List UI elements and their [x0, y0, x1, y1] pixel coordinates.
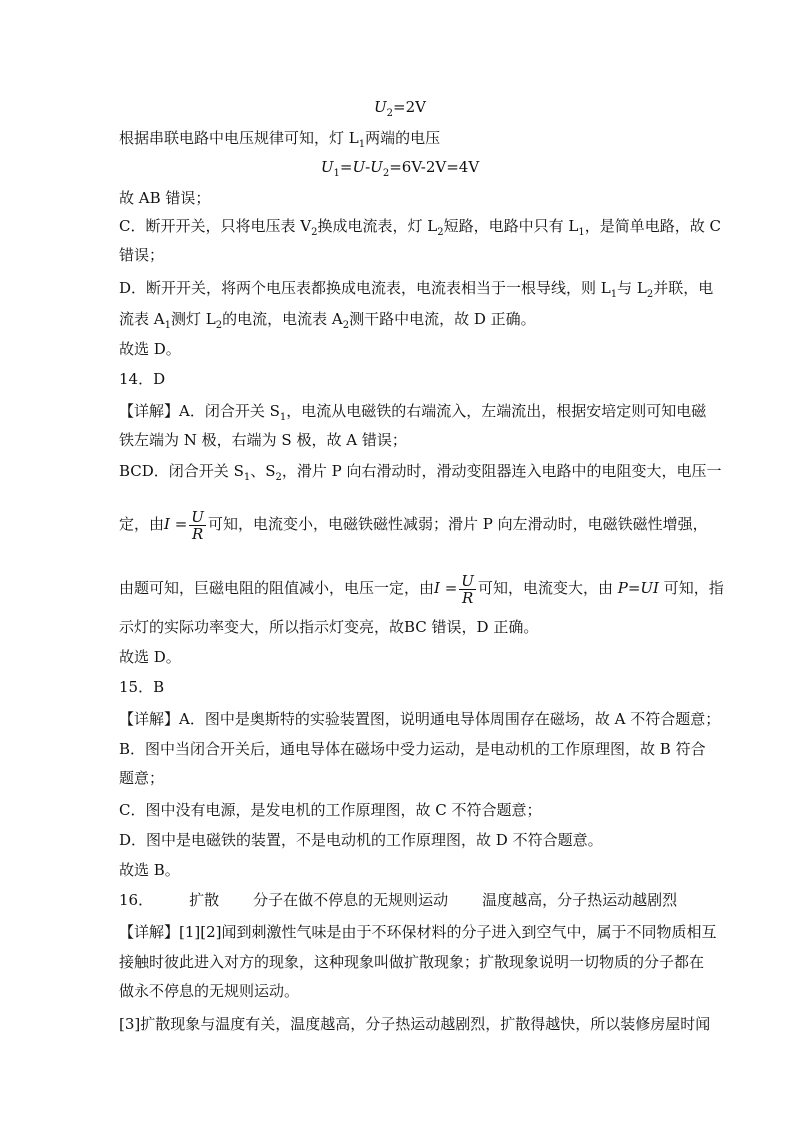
- text: 【详解】A．闭合开关 S: [119, 402, 280, 420]
- text: 并联，电: [653, 279, 714, 297]
- formula-u1: [0, 157, 800, 184]
- text: =2V: [393, 98, 426, 116]
- text: 短路，电路中只有 L: [443, 217, 579, 235]
- denominator: R: [461, 588, 474, 607]
- denominator: R: [191, 524, 204, 543]
- text: 流表 A: [119, 310, 165, 328]
- numerator: U: [191, 507, 204, 526]
- subscript: 2: [275, 472, 282, 483]
- var-u: U: [320, 158, 334, 176]
- question-number: 14．D: [119, 370, 166, 388]
- text-line: 铁左端为 N 极，右端为 S 极，故 A 错误；: [119, 431, 407, 449]
- var-u: U: [352, 158, 366, 176]
- text-line: 题意；: [119, 769, 165, 787]
- answer-2: 分子在做不停息的无规则运动: [253, 891, 449, 909]
- text-line: 故选 D。: [119, 648, 181, 666]
- subscript: 1: [164, 320, 171, 331]
- text: 、S: [250, 462, 276, 480]
- text: -: [365, 158, 371, 176]
- subscript: 2: [311, 227, 318, 238]
- formula-u2: [0, 97, 800, 124]
- subscript: 1: [578, 227, 585, 238]
- text-line: B．图中当闭合开关后，通电导体在磁场中受力运动，是电动机的工作原理图，故 B 符合: [119, 740, 706, 758]
- answer-1: 扩散: [189, 891, 220, 909]
- text: ，电流从电磁铁的右端流入，左端流出，根据安培定则可知电磁: [286, 402, 707, 420]
- text: 可知，电流变小，电磁铁磁性减弱；滑片 P 向左滑动时，电磁铁磁性增强，: [207, 515, 708, 533]
- text-line: 【详解】[1][2]闻到刺激性气味是由于不环保材料的分子进入到空气中，属于不同物质相互: [119, 923, 717, 941]
- text: 的电流，电流表 A: [222, 310, 343, 328]
- subscript: 2: [437, 227, 444, 238]
- text: BCD．闭合开关 S: [119, 462, 244, 480]
- answer-line: [119, 890, 677, 910]
- text-line: [119, 128, 440, 155]
- text-line: [119, 216, 721, 243]
- var-u: U: [370, 158, 383, 176]
- text: =6V-2V=4V: [389, 158, 480, 176]
- text-line-with-fraction: [119, 504, 708, 544]
- text: 换成电流表，灯 L: [317, 217, 438, 235]
- text-line: [3]扩散现象与温度有关，温度越高，分子热运动越剧烈，扩散得越快，所以装修房屋时闻: [119, 1015, 711, 1033]
- subscript: 2: [646, 289, 654, 300]
- text-line: [119, 309, 536, 336]
- text: C．断开开关，只将电压表 V: [119, 217, 312, 235]
- question-number: 16．: [119, 891, 154, 909]
- var-u: U: [374, 98, 387, 116]
- numerator: U: [461, 571, 474, 590]
- text: 可知，指: [658, 579, 724, 597]
- text-line: 故选 D。: [119, 340, 181, 358]
- text: ，滑片 P 向右滑动时，滑动变阻器连入电路中的电阻变大，电压一: [281, 462, 722, 480]
- text-line: 【详解】A．图中是奥斯特的实验装置图，说明通电导体周围存在磁场，故 A 不符合题意；: [119, 710, 721, 728]
- text-line: 故 AB 错误；: [119, 189, 211, 207]
- fraction-u-over-r: [189, 509, 206, 542]
- text: =: [627, 579, 641, 597]
- var-ui: UI: [640, 579, 659, 597]
- text-line: 示灯的实际功率变大，所以指示灯变亮，故BC 错误，D 正确。: [119, 618, 539, 636]
- text-line: [119, 461, 722, 488]
- text-line: 做永不停息的无规则运动。: [119, 982, 300, 1000]
- subscript: 2: [342, 320, 350, 331]
- subscript: 2: [382, 168, 390, 179]
- subscript: 2: [386, 108, 394, 119]
- text-line: 错误；: [119, 246, 165, 264]
- text: 根据串联电路中电压规律可知，灯 L: [119, 129, 359, 147]
- text: =: [439, 579, 458, 597]
- text-line: [119, 401, 706, 428]
- text: 与 L: [617, 279, 647, 297]
- text: 定，由: [119, 515, 165, 533]
- text-line: [119, 278, 713, 305]
- subscript: 1: [610, 289, 618, 300]
- text: =: [339, 158, 353, 176]
- text: 测灯 L: [170, 310, 216, 328]
- text: 由题可知，巨磁电阻的阻值减小，电压一定，由: [119, 579, 435, 597]
- text: D．断开开关，将两个电压表都换成电流表，电流表相当于一根导线，则 L: [119, 279, 611, 297]
- text: =: [169, 515, 188, 533]
- fraction-u-over-r: [459, 573, 476, 606]
- text: 两端的电压: [365, 129, 441, 147]
- text: 测干路中电流，故 D 正确。: [349, 310, 536, 328]
- subscript: 1: [358, 139, 366, 150]
- subscript: 2: [215, 320, 223, 331]
- var-i: I: [434, 579, 440, 597]
- question-number: 15．B: [119, 678, 165, 696]
- subscript: 1: [279, 412, 287, 423]
- text-line: C．图中没有电源，是发电机的工作原理图，故 C 不符合题意；: [119, 801, 542, 819]
- text-line: D．图中是电磁铁的装置，不是电动机的工作原理图，故 D 不符合题意。: [119, 831, 603, 849]
- subscript: 1: [333, 168, 340, 179]
- text-line: 接触时彼此进入对方的现象，这种现象叫做扩散现象；扩散现象说明一切物质的分子都在: [119, 953, 705, 971]
- var-p: P: [617, 579, 628, 597]
- var-i: I: [164, 515, 170, 533]
- text: ，是简单电路，故 C: [584, 217, 721, 235]
- text: 可知，电流变大，由: [477, 579, 618, 597]
- subscript: 1: [243, 472, 251, 483]
- text-line-with-fraction: [119, 568, 724, 608]
- text-line: 故选 B。: [119, 861, 180, 879]
- answer-3: 温度越高，分子热运动越剧烈: [482, 891, 678, 909]
